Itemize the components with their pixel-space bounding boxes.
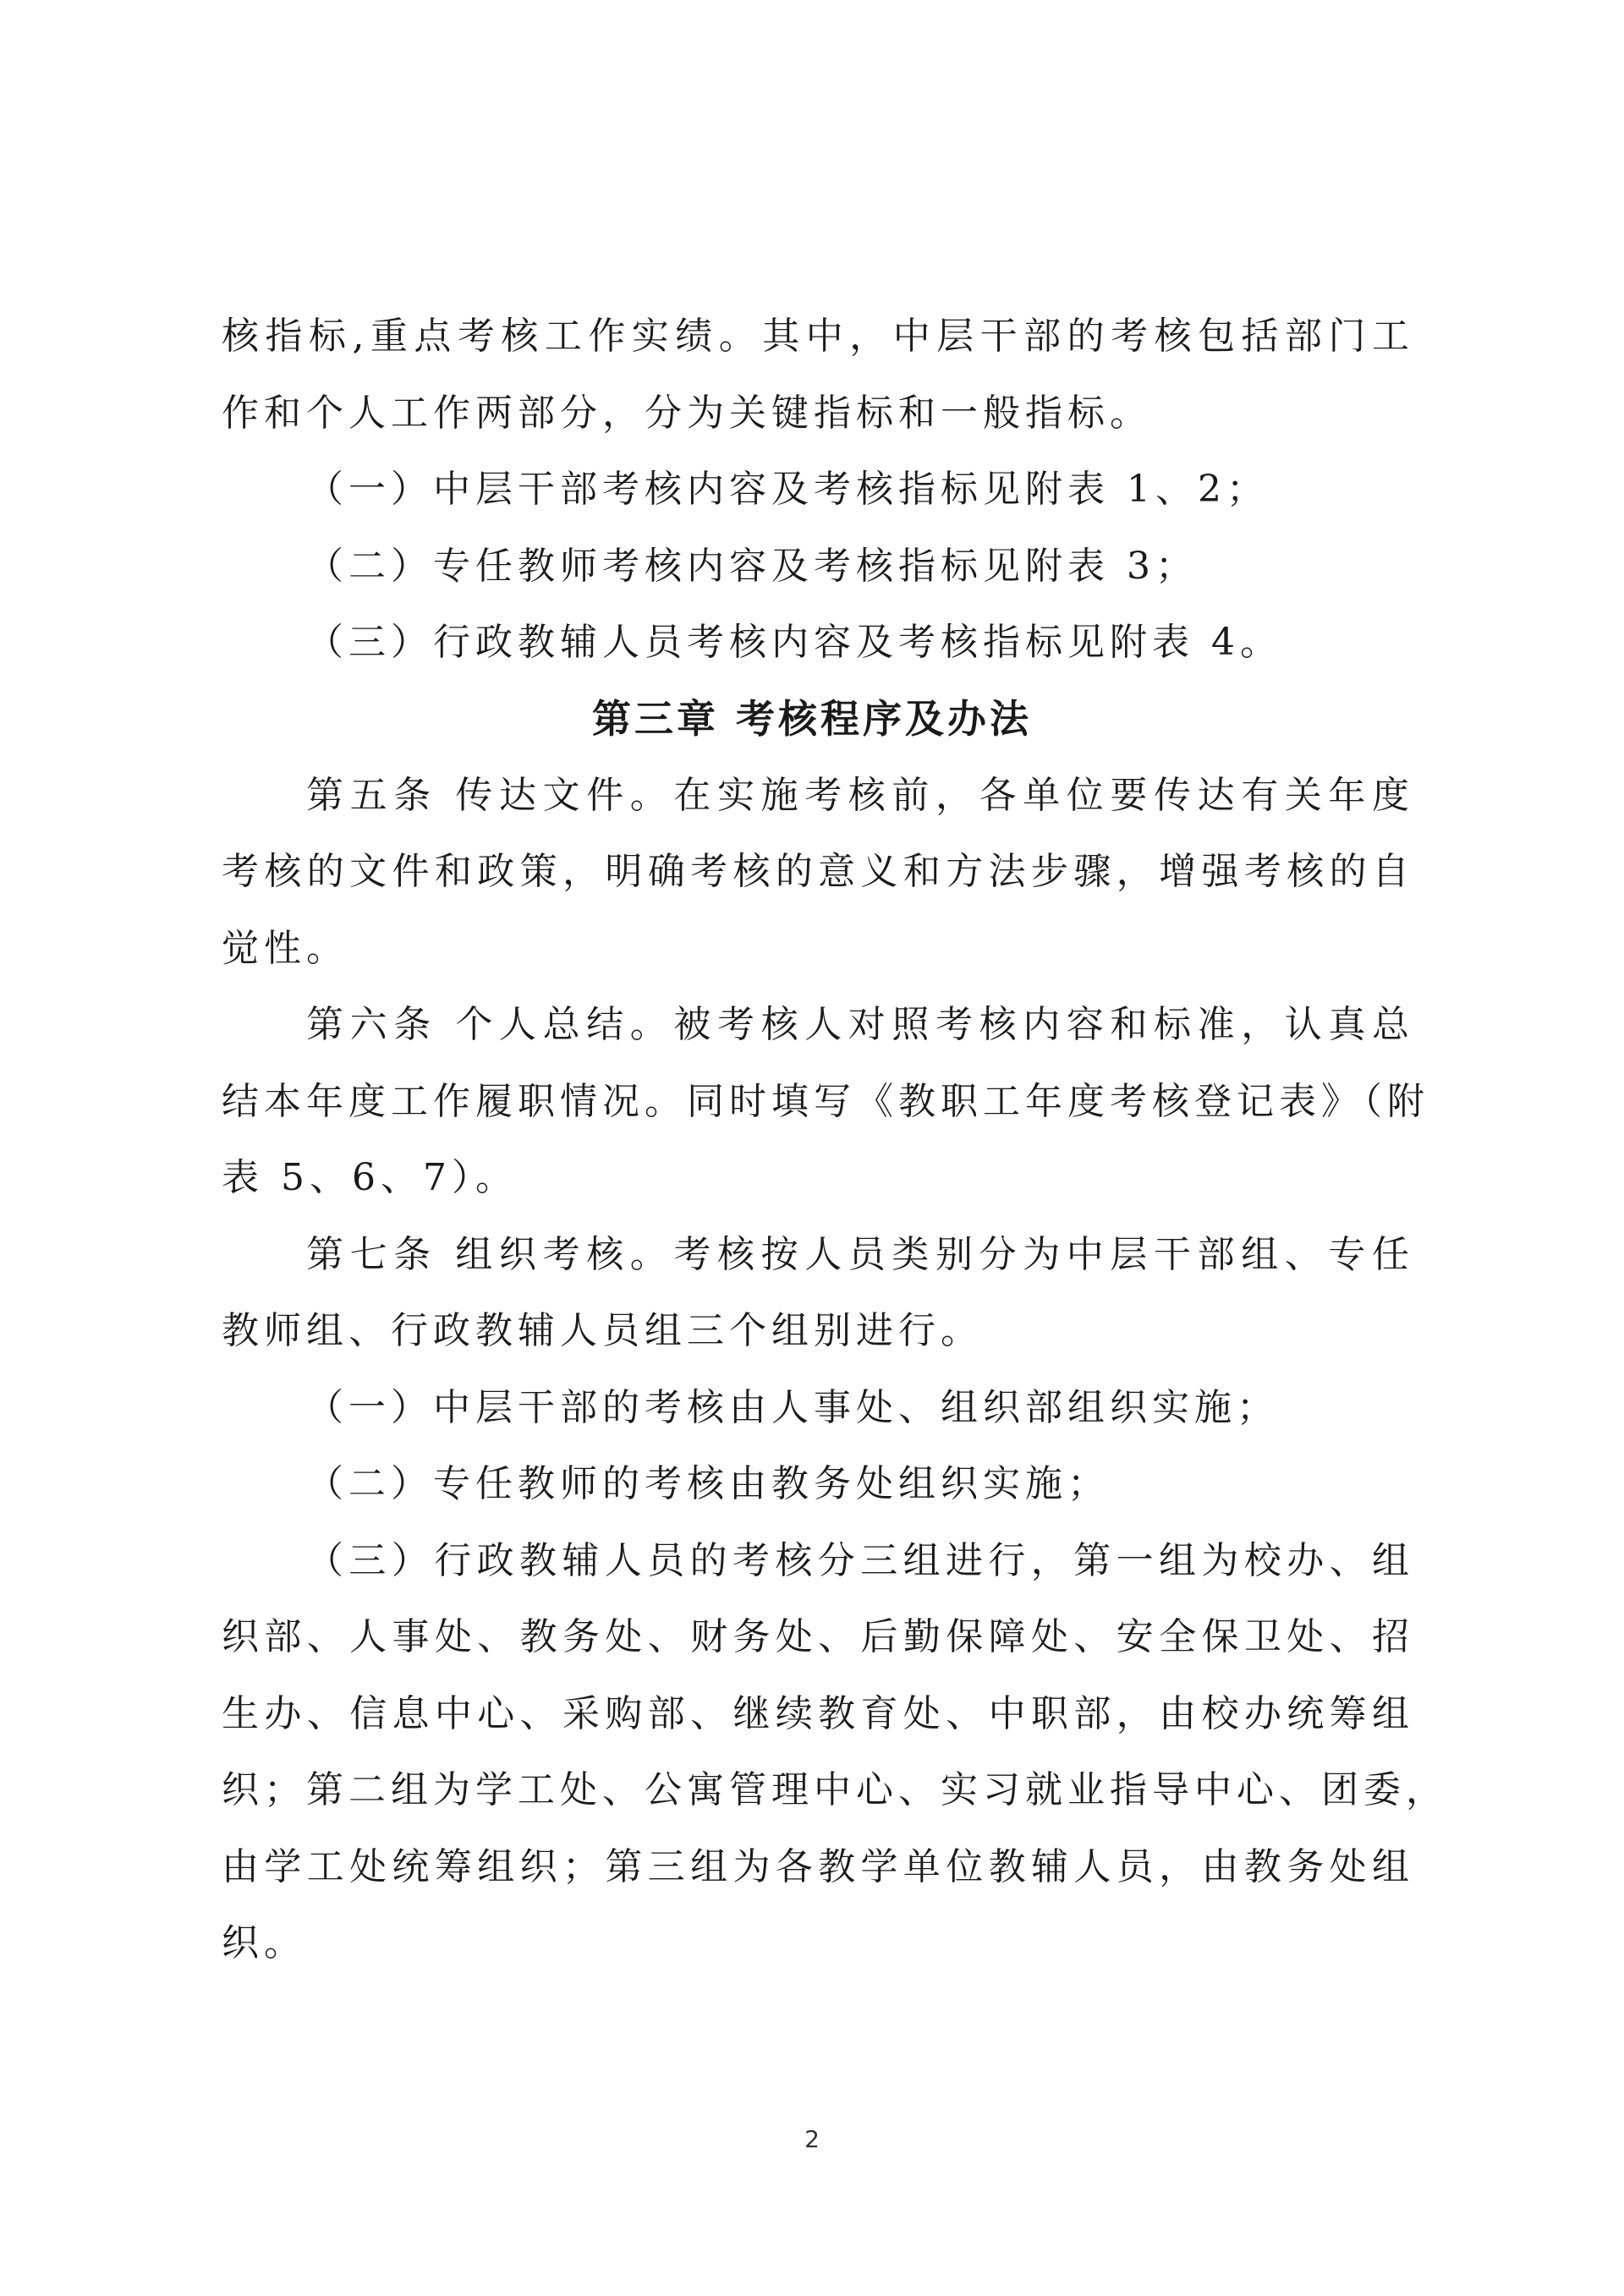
paragraph-line: （三）行政教辅人员的考核分三组进行，第一组为校办、组 (306, 1539, 1414, 1582)
page-number: 2 (804, 2125, 820, 2153)
paragraph-line: 第六条 个人总结。被考核人对照考核内容和标准，认真总 (306, 1003, 1414, 1046)
paragraph-line: （二）专任教师考核内容及考核指标见附表 3； (306, 545, 1198, 588)
paragraph-line: 觉性。 (222, 927, 348, 970)
paragraph-line: 生办、信息中心、采购部、继续教育处、中职部，由校办统筹组 (222, 1692, 1414, 1735)
paragraph-line: 考核的文件和政策，明确考核的意义和方法步骤，增强考核的自 (222, 850, 1414, 893)
paragraph-line: 核指标,重点考核工作实绩。其中，中层干部的考核包括部门工 (222, 315, 1414, 358)
paragraph-line: 织部、人事处、教务处、财务处、后勤保障处、安全保卫处、招 (222, 1615, 1414, 1658)
paragraph-line: 表 5、6、7）。 (222, 1156, 518, 1199)
paragraph-line: 由学工处统筹组织；第三组为各教学单位教辅人员，由教务处组 (222, 1845, 1414, 1888)
paragraph-line: 织；第二组为学工处、公寓管理中心、实习就业指导中心、团委， (222, 1768, 1448, 1811)
paragraph-line: 作和个人工作两部分，分为关键指标和一般指标。 (222, 392, 1152, 435)
paragraph-line: （一）中层干部的考核由人事处、组织部组织实施； (306, 1386, 1279, 1429)
chapter-heading: 第三章 考核程序及办法 (591, 696, 1032, 742)
paragraph-line: 结本年度工作履职情况。同时填写《教职工年度考核登记表》（附 (222, 1080, 1429, 1123)
paragraph-line: （一）中层干部考核内容及考核指标见附表 1、2； (306, 468, 1269, 511)
paragraph-line: （二）专任教师的考核由教务处组织实施； (306, 1462, 1110, 1505)
paragraph-line: （三）行政教辅人员考核内容及考核指标见附表 4。 (306, 621, 1282, 664)
paragraph-line: 织。 (222, 1921, 306, 1964)
paragraph-line: 第五条 传达文件。在实施考核前，各单位要传达有关年度 (306, 774, 1414, 817)
paragraph-line: 教师组、行政教辅人员组三个组别进行。 (222, 1309, 983, 1352)
paragraph-line: 第七条 组织考核。考核按人员类别分为中层干部组、专任 (306, 1233, 1414, 1276)
